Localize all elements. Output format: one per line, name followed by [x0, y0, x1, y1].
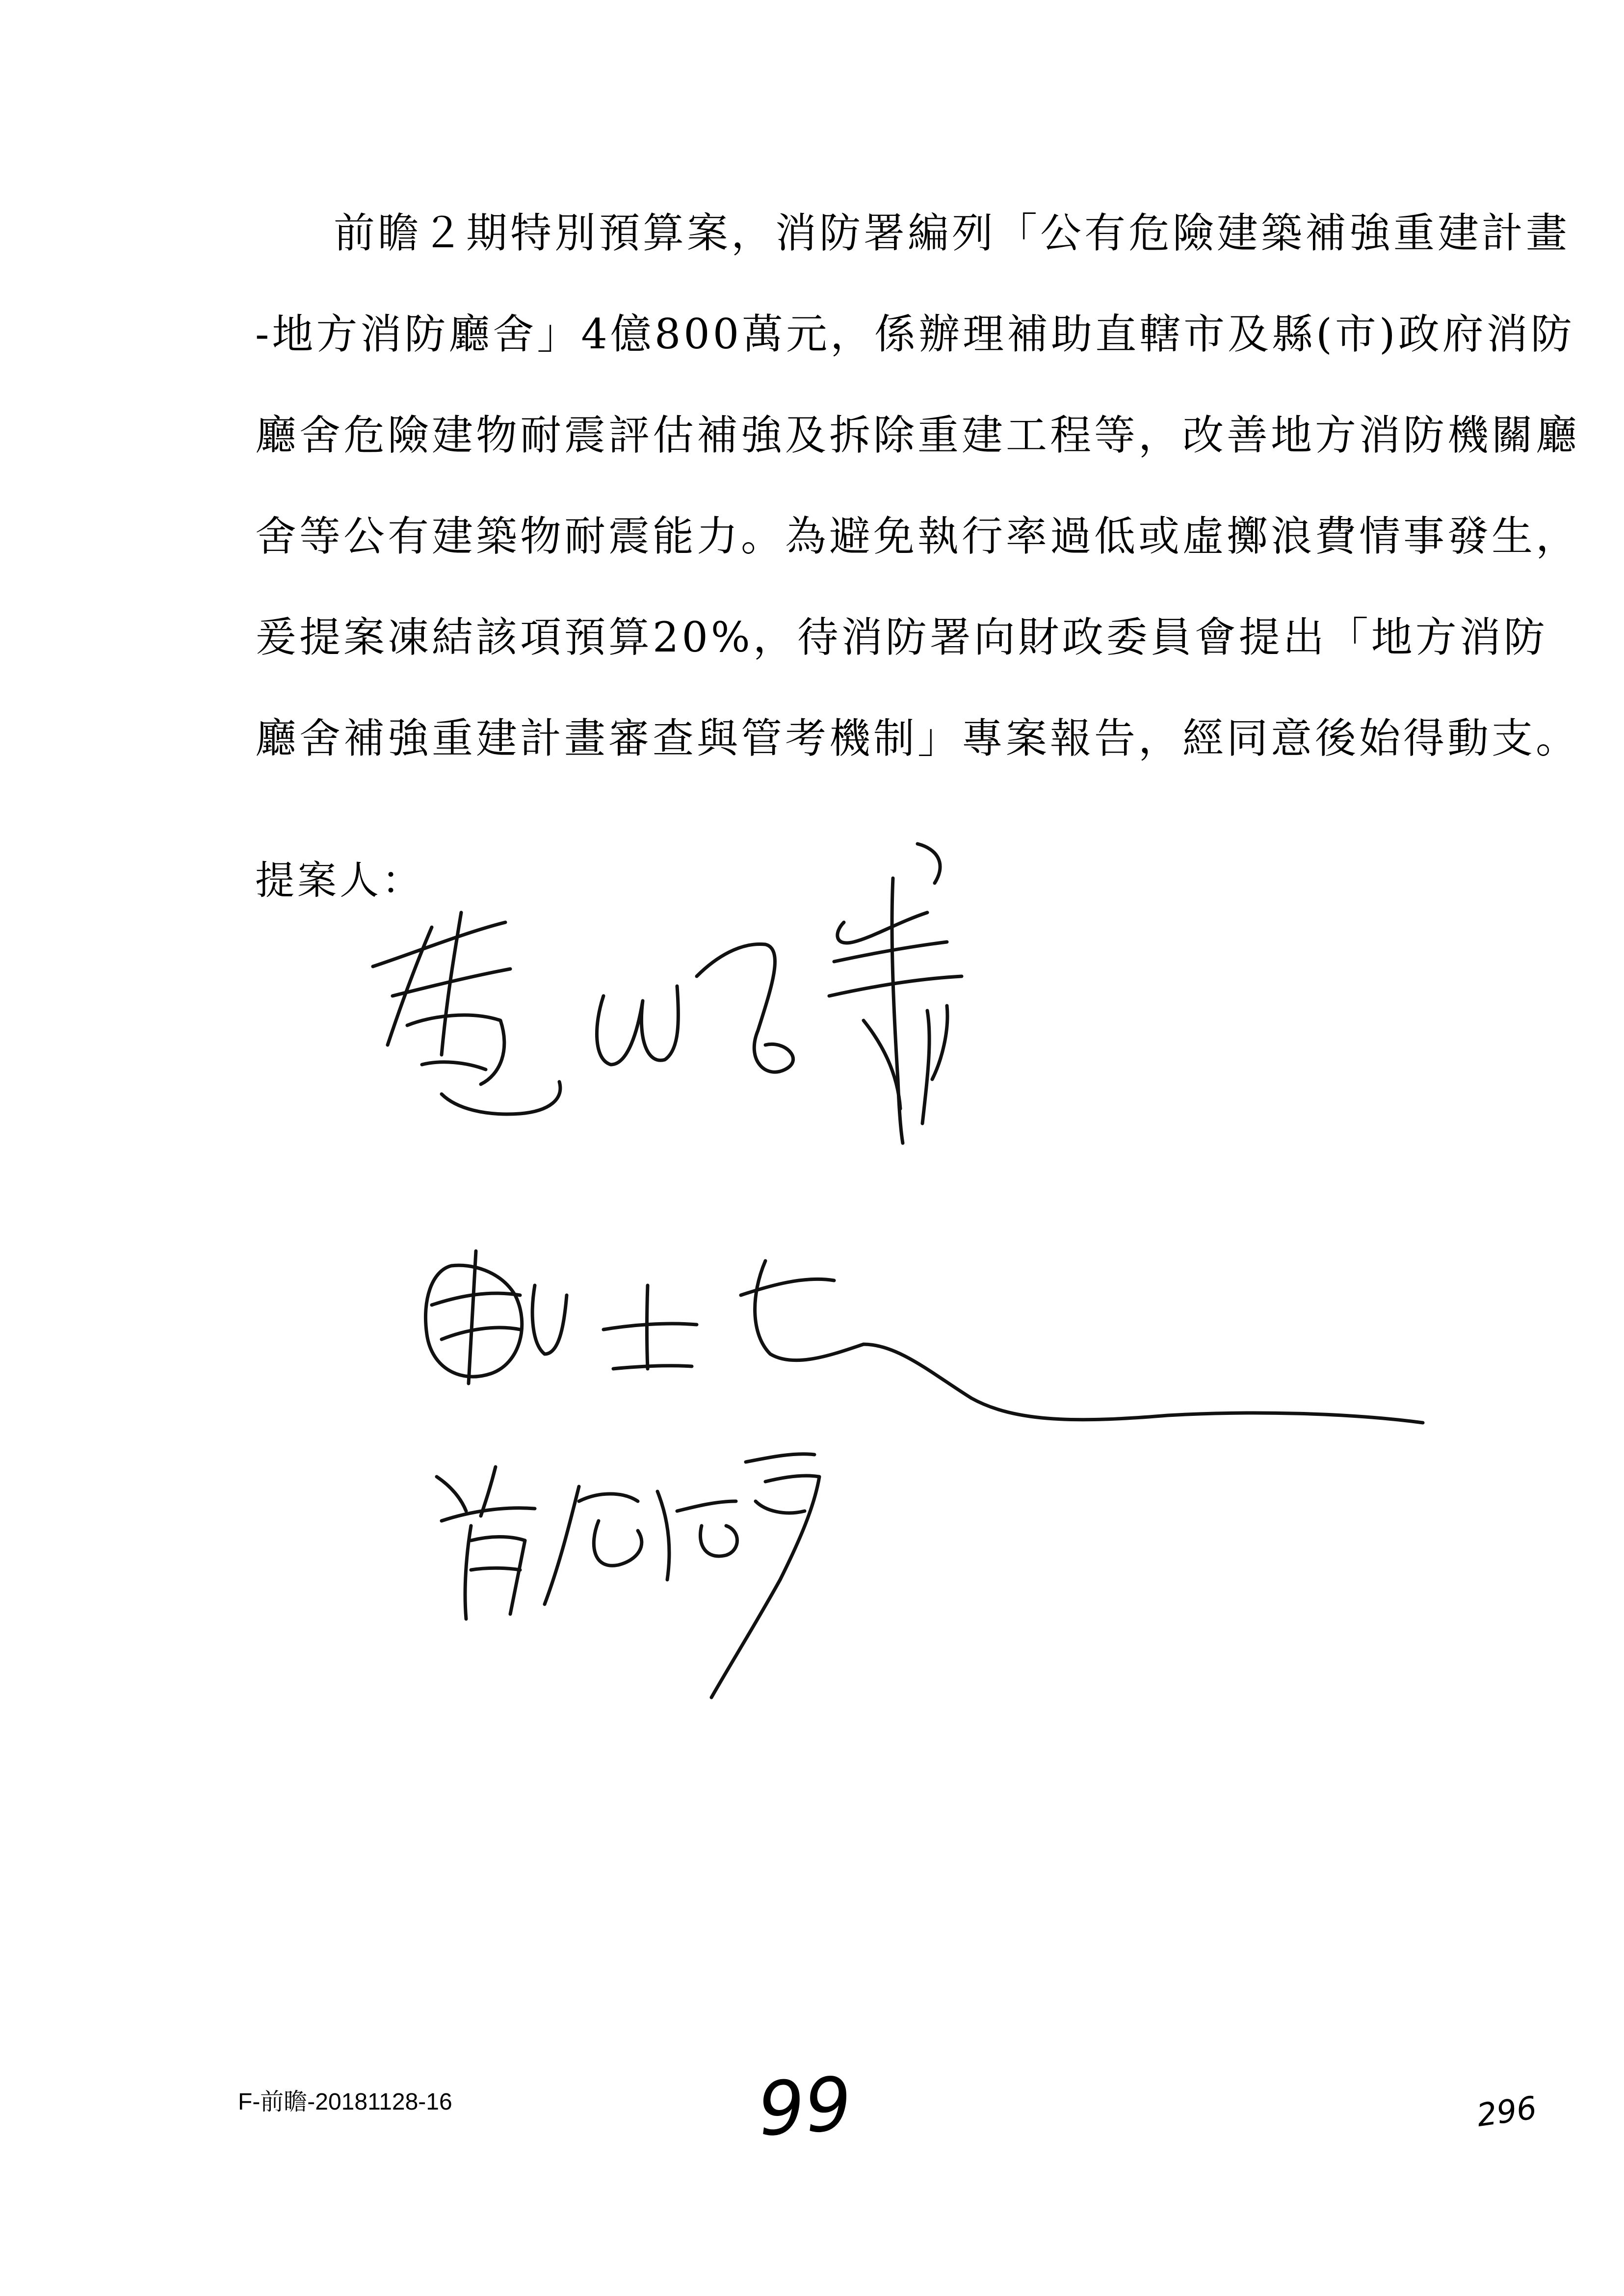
paragraph-line: -地方消防廳舍」4億800萬元，係辦理補助直轄市及縣(市)政府消防	[255, 310, 1575, 358]
proposer-label: 提案人：	[255, 858, 424, 903]
paragraph-line: 爰提案凍結該項預算20%，待消防署向財政委員會提出「地方消防	[255, 613, 1548, 661]
handwritten-signature-3	[437, 1454, 819, 1697]
paragraph-line: 廳舍危險建物耐震評估補強及拆除重建工程等，改善地方消防機關廳	[255, 411, 1580, 459]
handwritten-page-number: 99	[755, 2061, 855, 2153]
document-code: F-前瞻-20181128-16	[238, 2089, 452, 2115]
paragraph-line: 舍等公有建築物耐震能力。為避免執行率過低或虛擲浪費情事發生，	[255, 512, 1580, 560]
handwritten-sheet-number: 296	[1474, 2089, 1539, 2135]
handwritten-signature-1	[373, 844, 962, 1143]
handwritten-signature-2	[425, 1251, 1423, 1423]
paragraph-line: 廳舍補強重建計畫審查與管考機制」專案報告，經同意後始得動支。	[255, 714, 1580, 762]
paragraph-line: 前瞻２期特別預算案，消防署編列「公有危險建築補強重建計畫	[334, 209, 1571, 257]
